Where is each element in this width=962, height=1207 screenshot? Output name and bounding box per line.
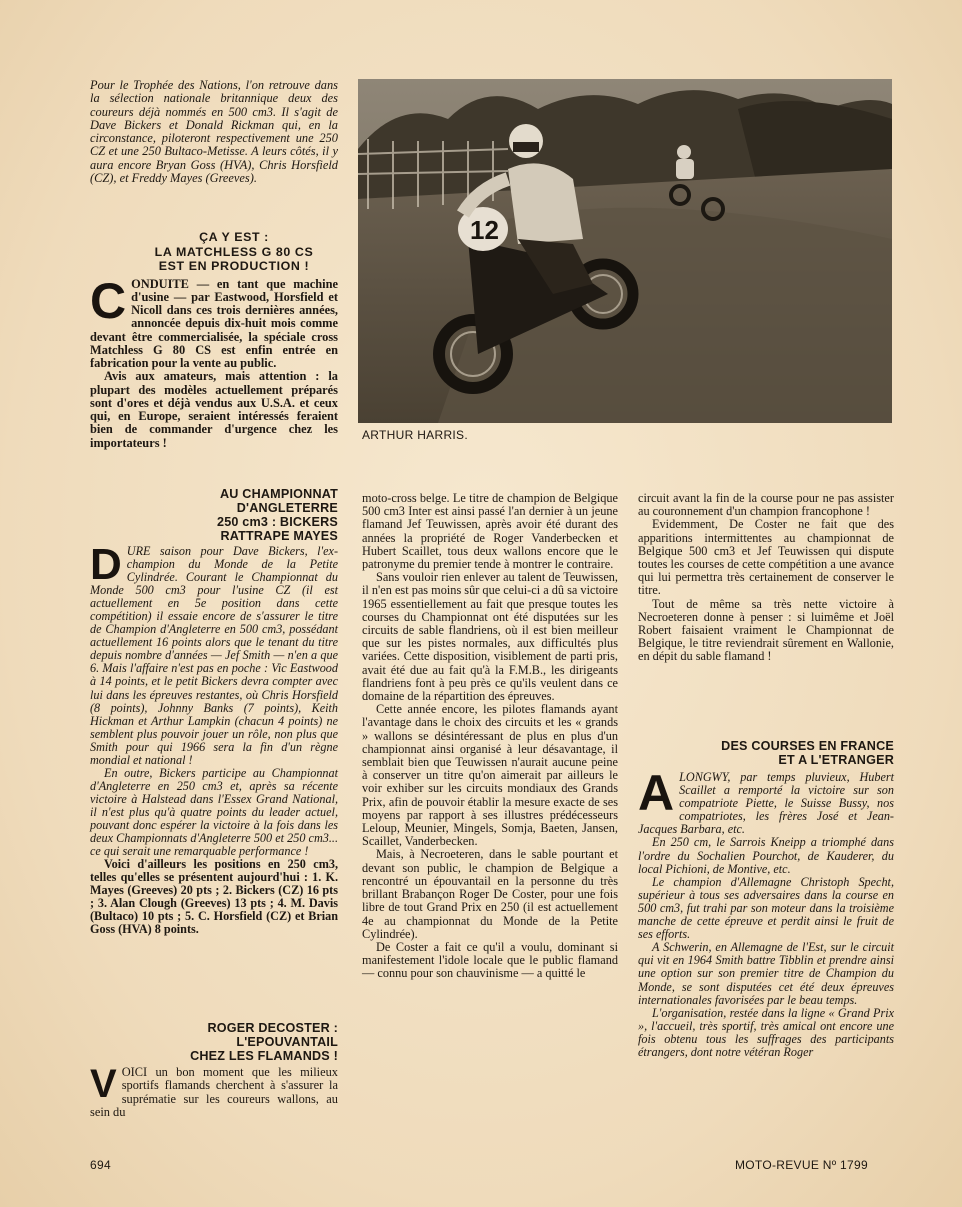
championnat-body	[90, 540, 338, 937]
etranger-heading	[638, 739, 894, 767]
col2-paragraph-5: De Coster a fait ce qu'il a voulu, dominant si manifestement l'idole locale que le public flamand — connu pour son chauvinisme — a quitté le	[362, 939, 618, 981]
page-number: 694	[90, 1158, 111, 1172]
matchless-heading	[90, 230, 338, 274]
championnat-heading	[90, 487, 338, 543]
decoster-drop-cap: V	[90, 1062, 117, 1106]
photo-caption: ARTHUR HARRIS.	[362, 428, 468, 442]
decoster-heading-line1: ROGER DECOSTER :	[207, 1021, 338, 1035]
col3-paragraph-1: circuit avant la fin de la course pour ne pas assister au couronnement d'un champion francophone !	[638, 491, 894, 519]
championnat-article	[90, 487, 338, 936]
etranger-paragraph-4: A Schwerin, en Allemagne de l'Est, sur le circuit qui vit en 1964 Smith battre Tibblin et prendre ainsi une option sur son premier titre de Champion du Monde, se sont disputées cet été deux épreuves internationales favorisées par le beau temps.	[638, 940, 894, 1007]
etranger-paragraph-2: En 250 cm, le Sarrois Kneipp a triomphé dans l'ordre du Sochalien Pourchot, de Kauderer, du local Pichioni, de Montive, etc.	[638, 835, 894, 876]
decoster-heading-line2: L'EPOUVANTAIL	[236, 1035, 338, 1049]
championnat-drop-cap: D	[90, 540, 122, 589]
etranger-body	[638, 765, 894, 1059]
etranger-paragraph-1: LONGWY, par temps pluvieux, Hubert Scaillet a remporté la victoire sur son compatriote Piette, le Suisse Bussy, nos compatriotes, les frères José et Jean-Jacques Barbara, etc.	[638, 770, 894, 837]
championnat-heading-line1: AU CHAMPIONNAT	[219, 487, 338, 501]
matchless-heading-line1: ÇA Y EST :	[199, 230, 269, 244]
etranger-heading-line1: DES COURSES EN FRANCE	[721, 739, 894, 753]
decoster-body	[90, 1062, 338, 1119]
col2-paragraph-4: Mais, à Necroeteren, dans le sable pourtant et devant son public, le champion de Belgique a rencontré un épouvantail en la personne du très brillant Brabançon Roger De Coster, pour une fois libre de tout Grand Prix en 250 (il est actuellement 4e au championnat du Monde de la Petite Cylindrée).	[362, 847, 618, 941]
etranger-paragraph-3: Le champion d'Allemagne Christoph Specht, supérieur à tous ses adversaires dans la course en 500 cm3, fut trahi par son moteur dans la troisième manche de cette épreuve et perdit ainsi le fruit de ses efforts.	[638, 874, 894, 942]
motocross-photo-image	[358, 79, 892, 423]
decoster-heading	[90, 1021, 338, 1063]
championnat-paragraph-2: En outre, Bickers participe au Championnat d'Angleterre en 250 cm3 et, après sa récente victoire à Halstead dans l'Essex Grand National, il n'est plus qu'à quatre points du leader actuel, pouvant donc espérer la victoire à la fois dans les deux Championnats d'Angleterre 500 et 250 cm3... ce qui serait une remarquable performance !	[90, 765, 338, 859]
col2-paragraph-1: moto-cross belge. Le titre de champion de Belgique 500 cm3 Inter est ainsi passé l'an dernier à un jeune flamand Jef Teuwissen, après avoir été durant des années la propriété de Roger Vanderbecken et Hubert Scaillet, tous deux wallons encore que le patronyme du premier tende à montrer le contraire.	[362, 491, 618, 572]
col2-paragraph-3: Cette année encore, les pilotes flamands ayant l'avantage dans le choix des circuits et les « grands » wallons se désintéressant de plus en plus d'un championnat ainsi organisé à leur désavantage, il semblait bien que Teuwissen n'aurait aucune peine à conserver un titre qu'on aimerait par ailleurs le voir exhiber sur les circuits mondiaux des Grands Prix, afin de pouvoir établir la mesure exacte de ses moyens par rapport à ses illustres prédécesseurs Leloup, Meunier, Mingels, Somja, Baeten, Jansen, Scaillet, Vanderbecken.	[362, 702, 618, 849]
etranger-article	[638, 739, 894, 1059]
matchless-paragraph-1: ONDUITE — en tant que machine d'usine — par Eastwood, Horsfield et Nicoll dans ces trois dernières années, annoncée depuis dix-huit mois comme devant être commercialisée, la spéciale cross Matchless G 80 CS est enfin entrée en fabrication pour la vente au public.	[90, 276, 338, 370]
championnat-paragraph-3: Voici d'ailleurs les positions en 250 cm3, telles qu'elles se présentent aujourd'hui : 1. K. Mayes (Greeves) 20 pts ; 2. Bickers (CZ) 16 pts ; 3. Alan Clough (Greeves) 13 pts ; 4. M. Davis (Bultaco) 10 pts ; 5. C. Horsfield (CZ) et Brian Goss (HVA) 8 points.	[90, 857, 338, 937]
magazine-issue: MOTO-REVUE Nº 1799	[735, 1158, 868, 1172]
intro-paragraph	[90, 79, 338, 185]
col3-paragraph-2: Evidemment, De Coster ne fait que des apparitions intermittentes au championnat de Belgique 500 cm3 et Jef Teuwissen qui dispute toutes les courses de cette compétition a une avance qui lui permettra très certainement de conserver le titre.	[638, 517, 894, 598]
matchless-article	[90, 230, 338, 450]
matchless-paragraph-2: Avis aux amateurs, mais attention : la plupart des modèles actuellement préparés sont d'ores et déjà vendus aux U.S.A. et ceux qui, en Europe, seraient intéressés feraient bien de commander d'urgence chez les importateurs !	[90, 369, 338, 450]
championnat-heading-line2: D'ANGLETERRE	[236, 501, 338, 515]
col3-paragraph-3: Tout de même sa très nette victoire à Necroeteren donne à penser : si luimême et Joël Robert faisaient vraiment le Championnat de Belgique, le titre reviendrait sûrement en Wallonie, en dépit du sable flamand !	[638, 596, 894, 664]
decoster-heading-line3: CHEZ LES FLAMANDS !	[190, 1049, 338, 1063]
matchless-heading-line3: EST EN PRODUCTION !	[158, 259, 310, 273]
svg-text:12: 12	[470, 215, 499, 245]
decoster-article	[90, 1021, 338, 1119]
championnat-paragraph-1: URE saison pour Dave Bickers, l'ex-champion du Monde de la Petite Cylindrée. Courant le Championnat du Monde 500 cm3 pour l'usine CZ (il est actuellement en 5e position dans cette compétition) il essaie encore de s'assurer le titre de Champion d'Angleterre en 500 cm3, possédant actuellement 16 points alors que le tenant du titre depuis nombre d'années — Jef Smith — n'en a que 6. Mais l'affaire n'est pas en poche : Vic Eastwood à 14 points, et le petit Bickers devra compter avec lui dans les épreuves restantes, où Chris Horsfield (8 points), Johnny Banks (7 points), Keith Hickman et Arthur Lampkin (chacun 4 points) ne semblent plus pouvoir jouer un rôle, non plus que Smith pour qui 1966 sera la fin d'un règne mondial et national !	[90, 544, 338, 767]
photo-arthur-harris	[358, 79, 892, 423]
championnat-heading-line4: RATTRAPE MAYES	[220, 529, 338, 543]
championnat-heading-line3: 250 cm3 : BICKERS	[217, 515, 338, 529]
matchless-drop-cap: C	[90, 272, 127, 329]
intro-text: Pour le Trophée des Nations, l'on retrouve dans la sélection nationale britannique deux des coureurs déjà nommés en 500 cm3. Il s'agit de Dave Bickers et Donald Rickman qui, en la circonstance, piloteront respectivement une 250 CZ et une 250 Bultaco-Metisse. A leurs côtés, il y aura encore Bryan Goss (HVA), Chris Horsfield (CZ), et Freddy Mayes (Greeves).	[90, 78, 338, 185]
etranger-paragraph-5: L'organisation, restée dans la ligne « Grand Prix », l'accueil, très sportif, très amical ont encore une fois obtenu tous les suffrages des participants étrangers, dont notre vétéran Roger	[638, 1005, 894, 1059]
matchless-body	[90, 272, 338, 450]
column-3-continuation	[638, 492, 894, 664]
etranger-heading-line2: ET A L'ETRANGER	[778, 753, 894, 767]
decoster-paragraph-1: OICI un bon moment que les milieux sportifs flamands cherchent à s'assurer la suprématie sur les coureurs wallons, au sein du	[90, 1065, 338, 1119]
col2-paragraph-2: Sans vouloir rien enlever au talent de Teuwissen, il n'en est pas moins sûr que celui-ci a dû sa victoire 1965 essentiellement au fait que presque toutes les courses du Championnat ont été disputées sur les circuits de sable flandriens, où il est bien meilleur que sur les pistes normales, aux difficultés plus variées. Cette disposition, visiblement de parti pris, avait été due au fait qu'à la F.M.B., les dirigeants flandriens font à peu près ce qu'ils veulent dans ce domaine de la répartition des épreuves.	[362, 570, 618, 704]
matchless-heading-line2: LA MATCHLESS G 80 CS	[154, 244, 314, 259]
etranger-drop-cap: A	[638, 765, 675, 821]
column-2	[362, 492, 618, 981]
